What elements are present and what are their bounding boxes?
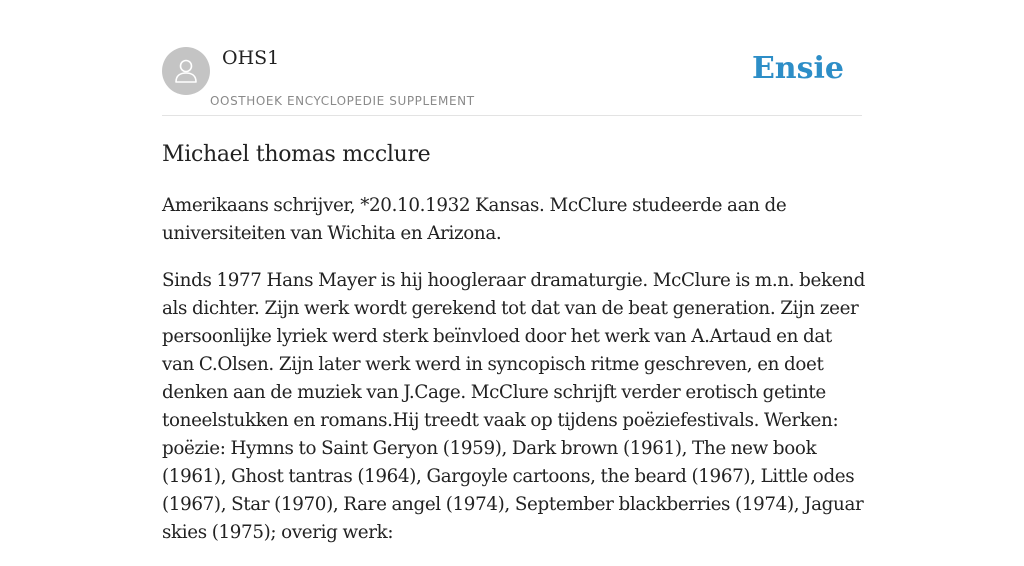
avatar[interactable] <box>162 47 210 95</box>
source-label[interactable]: OOSTHOEK ENCYCLOPEDIE SUPPLEMENT <box>210 94 475 108</box>
user-outline-icon <box>171 56 201 86</box>
article-paragraph-2: Sinds 1977 Hans Mayer is hij hoogleraar dramaturgie. McClure is m.n. bekend als dichter. Zijn werk wordt gerekend tot dat van de beat generation. Zijn zeer persoonlijke lyriek werd sterk beïnvloed door het werk van A.Artaud en dat van C.Olsen. Zijn later werk werd in syncopisch ritme geschreven, en doet denken aan de muziek van J.Cage. McClure schrijft verder erotisch getinte toneelstukken en romans.Hij treedt vaak op tijdens poëziefestivals. Werken: poëzie: Hymns to Saint Geryon (1959), Dark brown (1961), The new book (1961), Ghost tantras (1964), Gargoyle cartoons, the beard (1967), Little odes (1967), Star (1970), Rare angel (1974), September blackberries (1974), Jaguar skies (1975); overig werk: <box>162 270 865 543</box>
brand-logo[interactable]: Ensie <box>751 51 844 86</box>
username[interactable]: OHS1 <box>222 47 280 69</box>
article-paragraph-1: Amerikaans schrijver, *20.10.1932 Kansas. McClure studeerde aan de universiteiten van Wichita en Arizona. <box>162 195 787 244</box>
article <box>162 140 868 566</box>
article-title: Michael thomas mcclure <box>162 142 431 167</box>
page-header <box>162 0 862 116</box>
